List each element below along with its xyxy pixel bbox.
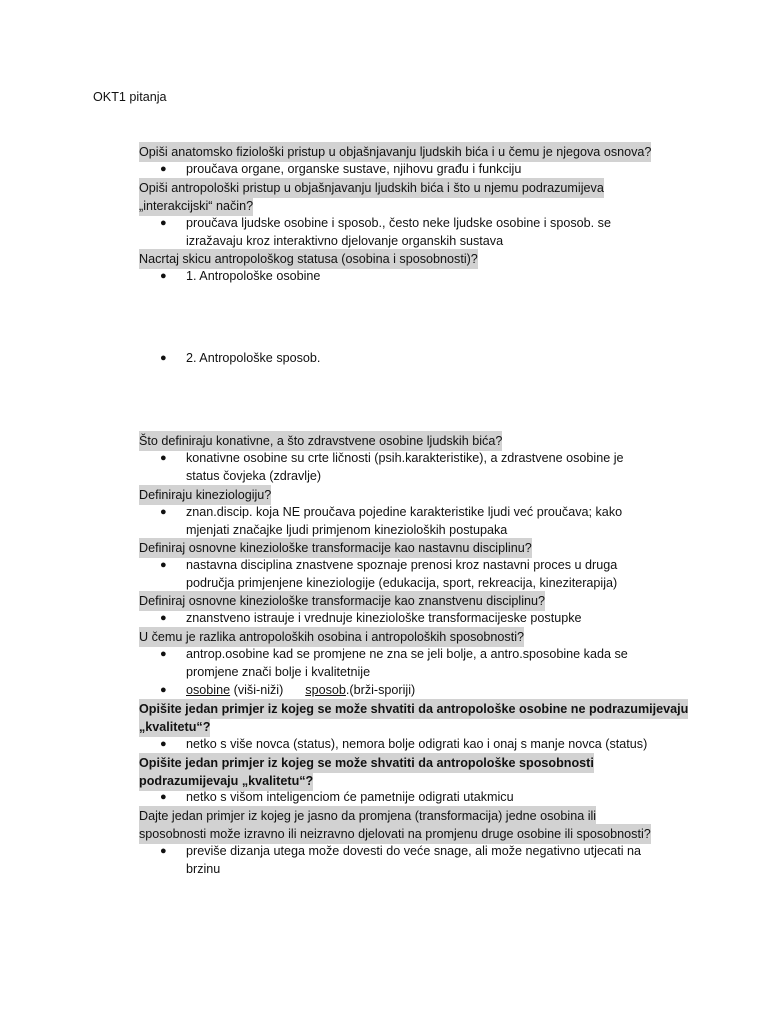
bullet-icon: ● xyxy=(160,738,167,750)
bullet-icon: ● xyxy=(160,270,167,282)
answer-text: status čovjeka (zdravlje) xyxy=(186,469,322,483)
term-sposob-note: .(brži-sporiji) xyxy=(345,683,416,697)
question-text: Definiraj osnovne kineziološke transformacije kao znanstvenu disciplinu? xyxy=(139,591,545,611)
question-text: Definiraj osnovne kineziološke transformacije kao nastavnu disciplinu? xyxy=(139,538,532,558)
bullet-icon: ● xyxy=(160,217,167,229)
answer-text: promjene znači bolje i kvalitetnije xyxy=(186,665,371,679)
answer-text: mjenjati značajke ljudi primjenom kinezioloških postupaka xyxy=(186,523,508,537)
answer-text: antrop.osobine kad se promjene ne zna se jeli bolje, a antro.sposobine kada se xyxy=(186,647,628,661)
question-text: Dajte jedan primjer iz kojeg je jasno da promjena (transformacija) jedne osobina ili xyxy=(139,806,596,826)
answer-text: brzinu xyxy=(186,862,221,876)
question-text: podrazumijevaju „kvalitetu“? xyxy=(139,771,313,791)
answer-text: nastavna disciplina znastvene spoznaje prenosi kroz nastavni proces u druga xyxy=(186,558,618,572)
answer-text: izražavaju kroz interaktivno djelovanje organskih sustava xyxy=(186,234,504,248)
question-text: Što definiraju konativne, a što zdravstvene osobine ljudskih bića? xyxy=(139,431,502,451)
answer-text: znan.discip. koja NE proučava pojedine karakteristike ljudi već proučava; kako xyxy=(186,505,623,519)
question-text: Definiraju kineziologiju? xyxy=(139,485,271,505)
question-text: „kvalitetu“? xyxy=(139,717,210,737)
bullet-icon: ● xyxy=(160,684,167,696)
question-text: Opišite jedan primjer iz kojeg se može shvatiti da antropološke osobine ne podrazumijevaju xyxy=(139,699,688,719)
answer-text: netko s višom inteligenciom će pametnije odigrati utakmicu xyxy=(186,790,514,804)
answer-text: znanstveno istrauje i vrednuje kineziološke transformacijeske postupke xyxy=(186,611,582,625)
question-text: U čemu je razlika antropoloških osobina i antropoloških sposobnosti? xyxy=(139,627,524,647)
question-text: Opiši antropološki pristup u objašnjavanju ljudskih bića i što u njemu podrazumijeva xyxy=(139,178,604,198)
term-osobine-note: (viši-niži) xyxy=(230,683,284,697)
bullet-icon: ● xyxy=(160,352,167,364)
bullet-icon: ● xyxy=(160,506,167,518)
document-title: OKT1 pitanja xyxy=(93,90,167,104)
bullet-icon: ● xyxy=(160,452,167,464)
bullet-icon: ● xyxy=(160,612,167,624)
bullet-icon: ● xyxy=(160,791,167,803)
term-sposob: sposob xyxy=(305,683,346,697)
question-text: sposobnosti može izravno ili neizravno djelovati na promjenu druge osobine ili sposobnosti? xyxy=(139,824,651,844)
question-text: Nacrtaj skicu antropološkog statusa (osobina i sposobnosti)? xyxy=(139,249,478,269)
answer-text: 1. Antropološke osobine xyxy=(186,269,321,283)
bullet-icon: ● xyxy=(160,845,167,857)
bullet-icon: ● xyxy=(160,648,167,660)
answer-text: proučava organe, organske sustave, njihovu građu i funkciju xyxy=(186,162,522,176)
question-text: „interakcijski“ način? xyxy=(139,196,253,216)
question-text: Opiši anatomsko fiziološki pristup u objašnjavanju ljudskih bića i u čemu je njegova osnova? xyxy=(139,142,651,162)
answer-text: konativne osobine su crte ličnosti (psih.karakteristike), a zdrastvene osobine je xyxy=(186,451,624,465)
bullet-icon: ● xyxy=(160,559,167,571)
answer-text: područja primjenjene kineziologije (edukacija, sport, rekreacija, kineziterapija) xyxy=(186,576,618,590)
term-osobine: osobine xyxy=(186,683,231,697)
answer-text: proučava ljudske osobine i sposob., često neke ljudske osobine i sposob. se xyxy=(186,216,611,230)
answer-text xyxy=(186,681,415,699)
answer-text: previše dizanja utega može dovesti do veće snage, ali može negativno utjecati na xyxy=(186,844,642,858)
answer-text: 2. Antropološke sposob. xyxy=(186,351,321,365)
question-text: Opišite jedan primjer iz kojeg se može shvatiti da antropološke sposobnosti xyxy=(139,753,594,773)
bullet-icon: ● xyxy=(160,163,167,175)
answer-text: netko s više novca (status), nemora bolje odigrati kao i onaj s manje novca (status) xyxy=(186,737,648,751)
